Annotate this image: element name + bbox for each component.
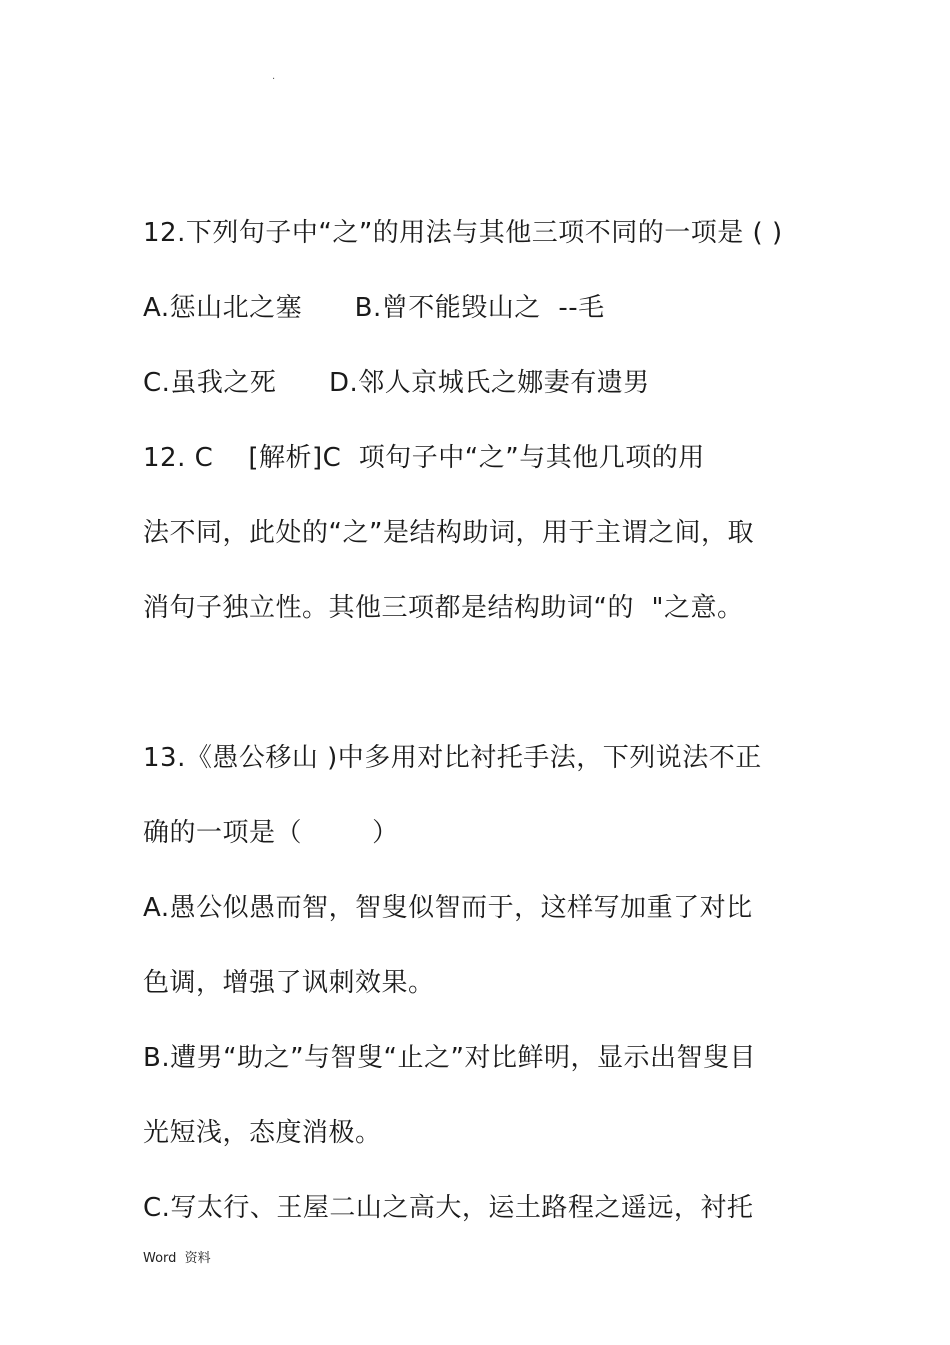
question-13-option-b-line-2: 光短浅，态度消极。 [143,1118,382,1148]
page-marker-dot: . [272,71,276,82]
question-12-answer: 12. C [解析]C 项句子中“之”与其他几项的用 [143,443,705,473]
question-13-option-c: C.写太行、王屋二山之高大，运土路程之遥远，衬托 [143,1193,754,1223]
question-12-explanation-line-3: 消句子独立性。其他三项都是结构助词“的 "之意。 [143,593,744,623]
question-12-stem: 12.下列句子中“之”的用法与其他三项不同的一项是 ( ) [143,218,783,248]
question-12-options-cd: C.虽我之死 D.邻人京城氏之娜妻有遗男 [143,368,650,398]
question-13-option-a: A.愚公似愚而智，智叟似智而于，这样写加重了对比 [143,893,753,923]
question-12-options-ab: A.惩山北之塞 B.曾不能毁山之 --毛 [143,293,605,323]
page-footer: Word 资料 [143,1251,211,1266]
question-12-explanation-line-2: 法不同，此处的“之”是结构助词，用于主谓之间，取 [143,518,754,548]
question-13-stem-line-2: 确的一项是（ ） [143,818,399,848]
question-13-option-a-line-2: 色调，增强了讽刺效果。 [143,968,435,998]
question-13-stem: 13.《愚公移山 )中多用对比衬托手法，下列说法不正 [143,743,762,773]
question-13-option-b: B.遭男“助之”与智叟“止之”对比鲜明，显示出智叟目 [143,1043,756,1073]
